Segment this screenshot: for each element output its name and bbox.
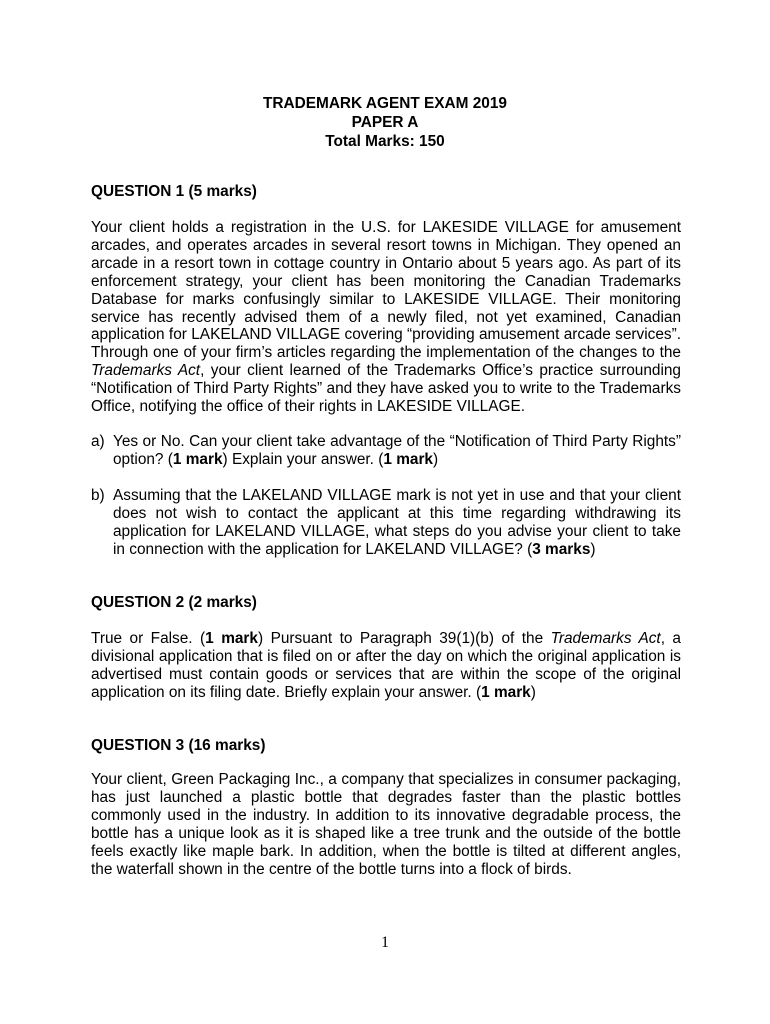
question-3-heading: QUESTION 3 (16 marks) [91,737,266,754]
page-number: 1 [381,934,389,951]
q1-text-2: , your client learned of the Trademarks Office’s practice surrounding “Notification of Third Party Rights” and they have asked you to write to the Trademarks Office, notifying the office of their rights in LAKESIDE VILLAGE. [91,362,681,416]
q1-act-name: Trademarks Act [91,362,201,380]
question-3-paragraph: Your client, Green Packaging Inc., a company that specializes in consumer packaging, has just launched a plastic bottle that degrades faster than the plastic bottles commonly used in the industry. In addition to its innovative degradable process, the bottle has a unique look as it is shaped like a tree trunk and the outside of the bottle feels exactly like maple bark. In addition, when the bottle is tilted at different angles, the waterfall shown in the centre of the bottle turns into a flock of birds. [91,771,681,878]
paper-label: PAPER A [351,114,419,131]
question-1a-label: a) [91,433,105,450]
marks-emphasis: 1 mark [481,683,531,701]
marks-emphasis: 1 mark [205,630,258,647]
question-1b-text: Assuming that the LAKELAND VILLAGE mark is not yet in use and that your client does not wish to contact the applicant at this time regarding withdrawing its application for LAKELAND VILLAGE, what steps do you advise your client to take in connection with the application for LAKELAND VILLAGE? (3 marks) [113,487,681,558]
marks-emphasis: 3 marks [532,540,591,558]
marks-emphasis: 1 mark [172,450,223,468]
exam-header [0,94,770,151]
question-2-heading: QUESTION 2 (2 marks) [91,594,257,611]
marks-emphasis: 1 mark [383,450,433,468]
q2-act-name: Trademarks Act [550,630,661,647]
question-1b-label: b) [91,487,105,504]
question-1-heading: QUESTION 1 (5 marks) [91,183,257,200]
q1-text-1: Your client holds a registration in the U.S. for LAKESIDE VILLAGE for amusement arcades, and operates arcades in several resort towns in Michigan. They opened an arcade in a resort town in cottage country in Ontario about 5 years ago. As part of its enforcement strategy, your client has been monitoring the Canadian Trademarks Database for marks confusingly similar to LAKESIDE VILLAGE. Their monitoring service has recently advised them of a newly filed, not yet examined, Canadian application for LAKELAND VILLAGE covering “providing amusement arcade services”. Through one of your firm’s articles regarding the implementation of the changes to the [91,219,681,362]
question-1-paragraph [91,219,681,416]
question-1a [91,433,681,469]
question-1a-text: Yes or No. Can your client take advantage of the “Notification of Third Party Rights” option? (1 mark) Explain your answer. (1 mark) [113,433,681,468]
exam-title: TRADEMARK AGENT EXAM 2019 [262,95,507,112]
question-2-paragraph: True or False. (1 mark) Pursuant to Paragraph 39(1)(b) of the Trademarks Act, a divisional application that is filed on or after the day on which the original application is advertised must contain goods or services that are within the scope of the original application on its filing date. Briefly explain your answer. (1 mark) [91,630,681,701]
total-marks: Total Marks: 150 [325,133,445,150]
question-1b [91,487,681,559]
